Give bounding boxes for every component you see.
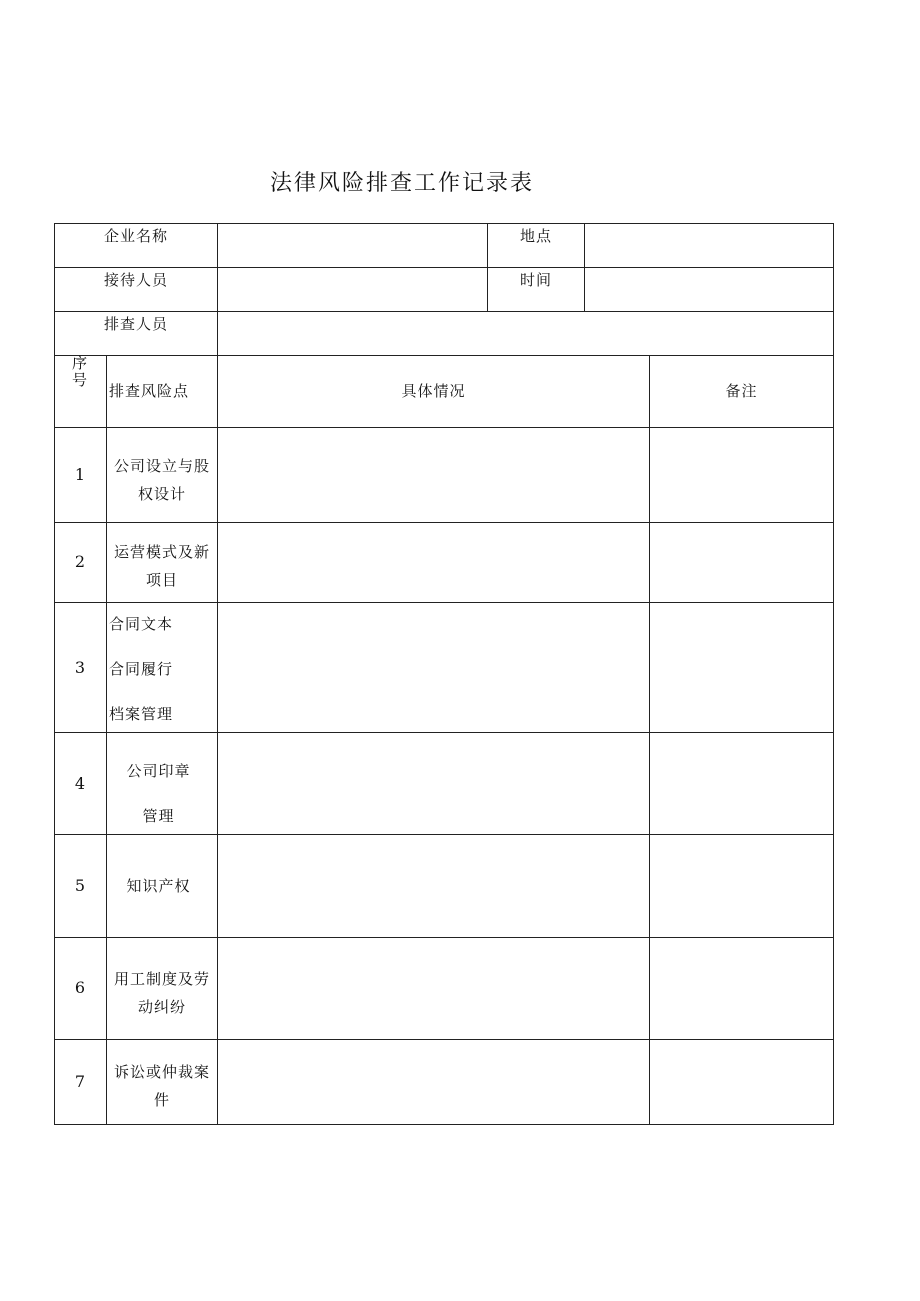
time-label: 时间	[520, 271, 553, 289]
col-divider	[649, 355, 650, 1125]
row-number: 6	[74, 978, 87, 997]
row-number: 3	[74, 658, 87, 677]
risk-point-line: 动纠纷	[137, 998, 186, 1016]
row-divider	[54, 1039, 834, 1040]
risk-point-line: 运营模式及新	[113, 543, 210, 561]
reception-staff-label: 接待人员	[104, 271, 169, 289]
table-border-bottom	[54, 1124, 834, 1125]
seq-header-line: 序	[72, 354, 89, 372]
row-number: 5	[74, 876, 87, 895]
risk-point-line: 权设计	[137, 485, 186, 503]
risk-point-cell	[107, 538, 217, 594]
table-border-top	[54, 223, 834, 224]
row-number: 2	[74, 552, 87, 571]
risk-point-cell	[107, 1058, 217, 1114]
remarks-header: 备注	[725, 382, 758, 400]
company-name-label: 企业名称	[104, 227, 169, 245]
risk-point-line: 档案管理	[109, 705, 174, 723]
col-divider	[217, 223, 218, 1125]
risk-point-line: 件	[153, 1091, 170, 1109]
row-divider	[54, 267, 834, 268]
details-header: 具体情况	[401, 382, 466, 400]
risk-point-line: 项目	[145, 571, 178, 589]
row-number: 1	[74, 465, 87, 484]
risk-point-line: 诉讼或仲裁案	[113, 1063, 210, 1081]
col-divider	[487, 223, 488, 311]
risk-point-line: 管理	[142, 807, 175, 825]
risk-point-cell	[107, 452, 217, 508]
risk-point-line: 公司设立与股	[113, 457, 210, 475]
risk-point-cell	[107, 875, 210, 897]
risk-point-line: 合同文本	[109, 615, 174, 633]
row-divider	[54, 427, 834, 428]
risk-point-line: 知识产权	[126, 877, 191, 895]
document-title: 法律风险排查工作记录表	[269, 171, 534, 196]
risk-point-line: 合同履行	[109, 660, 174, 678]
risk-point-cell	[107, 965, 217, 1021]
risk-point-cell	[109, 602, 173, 737]
row-number: 7	[74, 1072, 87, 1091]
risk-point-header: 排查风险点	[109, 382, 190, 400]
table-border-right	[833, 223, 834, 1125]
risk-point-line: 公司印章	[126, 762, 191, 780]
row-divider	[54, 522, 834, 523]
seq-header-line: 号	[72, 371, 89, 389]
inspector-label: 排查人员	[104, 315, 169, 333]
risk-point-cell	[107, 749, 210, 839]
risk-point-line: 用工制度及劳	[113, 970, 210, 988]
row-divider	[54, 311, 834, 312]
col-divider	[584, 223, 585, 311]
location-label: 地点	[520, 227, 553, 245]
seq-header	[72, 355, 88, 389]
row-divider	[54, 355, 834, 356]
row-divider	[54, 937, 834, 938]
row-number: 4	[74, 774, 87, 793]
